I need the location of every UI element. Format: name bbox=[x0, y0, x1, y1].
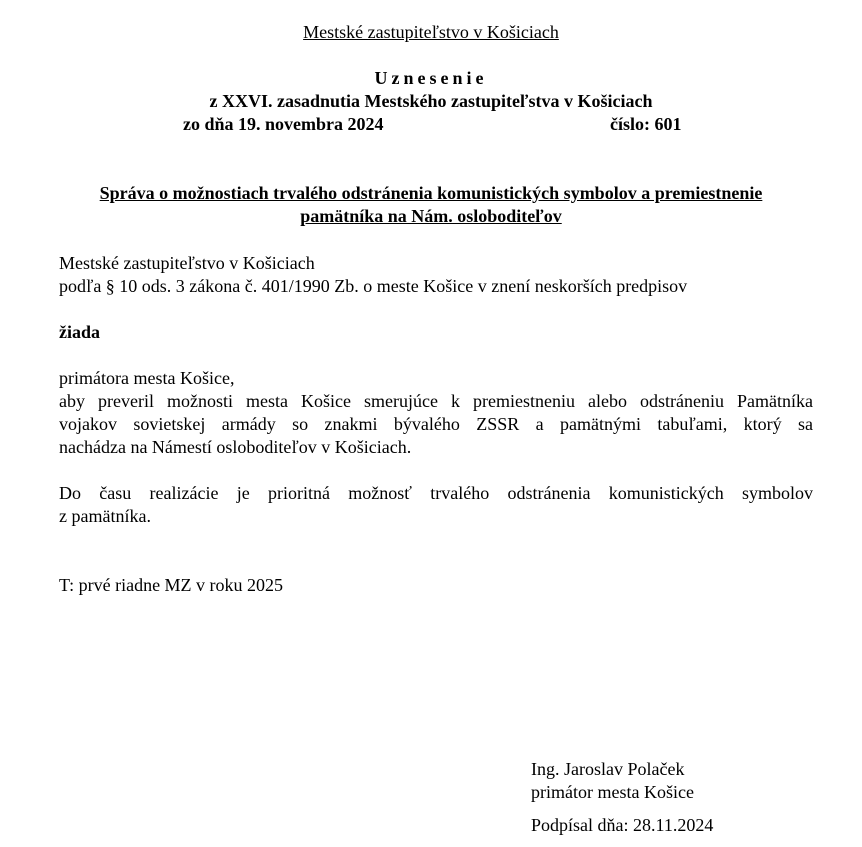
institution-header: Mestské zastupiteľstvo v Košiciach bbox=[303, 22, 559, 42]
request-line-1: aby preveril možnosti mesta Košice smerujúce k premiestneniu alebo odstráneniu Pamätníka bbox=[59, 391, 813, 411]
signatory-name: Ing. Jaroslav Polaček bbox=[531, 759, 685, 779]
resolution-number: číslo: 601 bbox=[610, 114, 682, 134]
resolution-title-line-1: Správa o možnostiach trvalého odstránenia komunistických symbolov a premiestnenie bbox=[99, 183, 763, 203]
signatory-role: primátor mesta Košice bbox=[531, 782, 694, 802]
resolution-title-line-2: pamätníka na Nám. osloboditeľov bbox=[300, 206, 562, 226]
intro-institution: Mestské zastupiteľstvo v Košiciach bbox=[59, 253, 315, 273]
priority-paragraph bbox=[59, 482, 813, 528]
priority-line-1: Do času realizácie je prioritná možnosť trvalého odstránenia komunistických symbolov bbox=[59, 483, 813, 503]
priority-line-2: z pamätníka. bbox=[59, 506, 151, 526]
resolution-verb: žiada bbox=[59, 322, 101, 342]
document-type-heading: Uznesenie bbox=[374, 68, 488, 88]
addressee: primátora mesta Košice, bbox=[59, 368, 235, 388]
signature-date: Podpísal dňa: 28.11.2024 bbox=[531, 815, 714, 835]
resolution-date: zo dňa 19. novembra 2024 bbox=[183, 114, 384, 134]
intro-legal-basis: podľa § 10 ods. 3 zákona č. 401/1990 Zb. o meste Košice v znení neskorších predpisov bbox=[59, 276, 688, 296]
request-line-2: vojakov sovietskej armády so znakmi bývalého ZSSR a pamätnými tabuľami, ktorý sa bbox=[59, 414, 813, 434]
request-line-3: nachádza na Námestí osloboditeľov v Košiciach. bbox=[59, 437, 412, 457]
session-heading: z XXVI. zasadnutia Mestského zastupiteľstva v Košiciach bbox=[209, 91, 653, 111]
request-paragraph bbox=[59, 390, 813, 459]
deadline: T: prvé riadne MZ v roku 2025 bbox=[59, 575, 284, 595]
